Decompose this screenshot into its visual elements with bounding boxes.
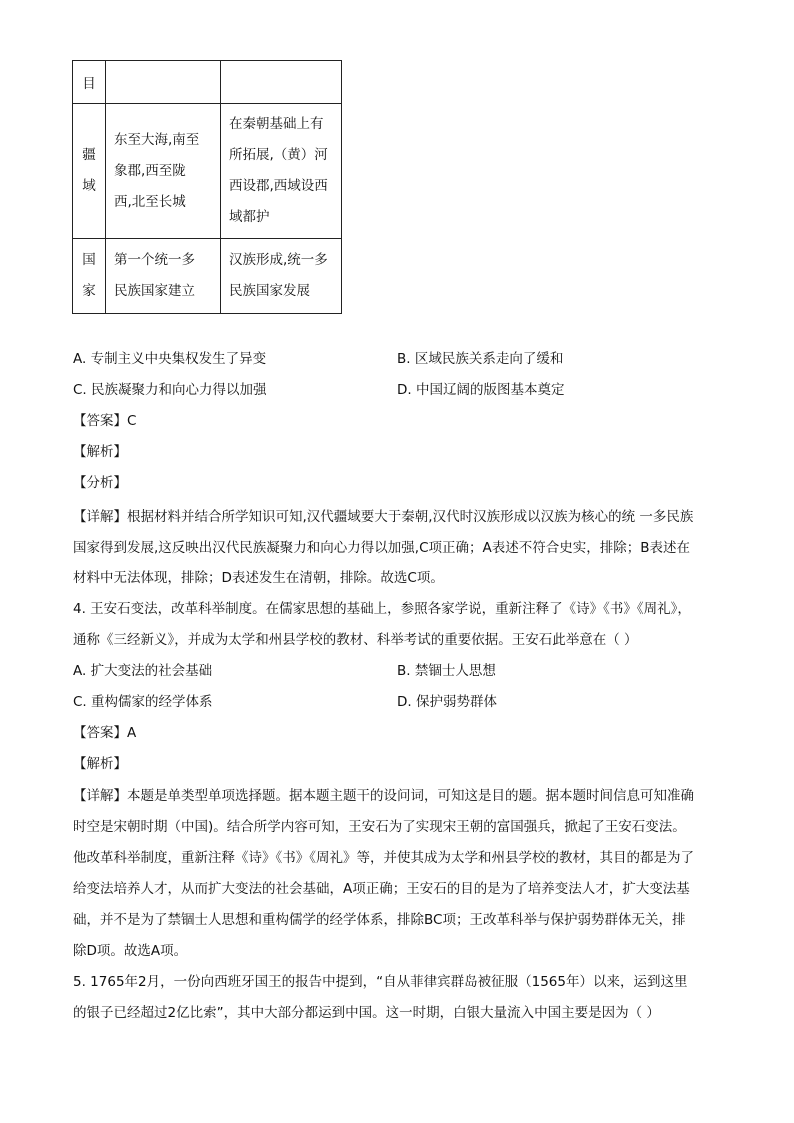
row-label-char: 域 <box>82 178 96 194</box>
q3-detail-line: 【详解】根据材料并结合所学知识可知,汉代疆域要大于秦朝,汉代时汉族形成以汉族为核心的统 一多民族 <box>73 509 694 525</box>
q4-detail-line: 他改革科举制度，重新注释《诗》《书》《周礼》等，并使其成为太学和州县学校的教材，其目的都是为了 <box>73 850 694 866</box>
cell-line: 所拓展,（黄）河 <box>229 147 328 163</box>
q5-stem-line: 的银子已经超过2亿比索”，其中大部分都运到中国。这一时期，白银大量流入中国主要是因为（ ） <box>73 1005 660 1021</box>
q3-option-a: A. 专制主义中央集权发生了异变 <box>73 351 267 367</box>
q4-stem-line: 4. 王安石变法，改革科举制度。在儒家思想的基础上，参照各家学说，重新注释了《诗》《书》《周礼》， <box>73 601 691 617</box>
row-label-char: 疆 <box>82 147 96 163</box>
row-label <box>73 239 106 314</box>
q4-analysis-tag: 【解析】 <box>73 756 127 772</box>
han-cell <box>221 239 342 314</box>
table-header-cell <box>221 61 342 104</box>
q4-detail-line: 础，并不是为了禁锢士人思想和重构儒学的经学体系，排除BC项；王改革科举与保护弱势群体无关，排 <box>73 912 686 928</box>
cell-line: 第一个统一多 <box>114 252 195 268</box>
table-row-state <box>73 239 342 314</box>
q4-detail-line: 时空是宋朝时期（中国)。结合所学内容可知，王安石为了实现宋王朝的富国强兵，掀起了王安石变法。 <box>73 819 686 835</box>
row-label <box>73 104 106 239</box>
cell-line: 域都护 <box>229 209 270 225</box>
q4-answer: 【答案】A <box>73 725 137 741</box>
q4-option-b: B. 禁锢士人思想 <box>397 663 496 679</box>
q4-detail-line: 除D项。故选A项。 <box>73 943 188 959</box>
table-header-cell: 目 <box>73 61 106 104</box>
q3-detail-line: 材料中无法体现，排除；D表述发生在清朝，排除。故选C项。 <box>73 570 444 586</box>
q4-stem-line: 通称《三经新义》，并成为太学和州县学校的教材、科举考试的重要依据。王安石此举意在（ ） <box>73 632 638 648</box>
qin-cell <box>106 239 221 314</box>
q3-option-c: C. 民族凝聚力和向心力得以加强 <box>73 382 267 398</box>
cell-line: 汉族形成,统一多 <box>229 252 328 268</box>
q4-option-c: C. 重构儒家的经学体系 <box>73 694 213 710</box>
cell-line: 民族国家发展 <box>229 283 310 299</box>
q4-option-d: D. 保护弱势群体 <box>397 694 497 710</box>
cell-line: 东至大海,南至 <box>114 131 200 148</box>
q3-answer: 【答案】C <box>73 413 137 429</box>
table-row-territory <box>73 104 342 239</box>
cell-line: 民族国家建立 <box>114 283 195 299</box>
han-cell <box>221 104 342 239</box>
q4-detail-line: 给变法培养人才，从而扩大变法的社会基础，A项正确；王安石的目的是为了培养变法人才，扩大变法基 <box>73 881 690 897</box>
q3-option-b: B. 区域民族关系走向了缓和 <box>397 351 564 367</box>
table-header-row <box>73 61 342 104</box>
q3-analysis-tag: 【解析】 <box>73 444 127 460</box>
q4-detail-line: 【详解】本题是单类型单项选择题。据本题主题干的设问词，可知这是目的题。据本题时间信息可知准确 <box>73 788 694 804</box>
q4-option-a: A. 扩大变法的社会基础 <box>73 663 213 679</box>
comparison-table <box>72 60 342 314</box>
table-header-cell <box>106 61 221 104</box>
cell-line: 象郡,西至陇 <box>114 162 186 179</box>
q3-fenxi-tag: 【分析】 <box>73 475 127 491</box>
cell-line: 在秦朝基础上有 <box>229 116 324 132</box>
q5-stem-line: 5. 1765年2月，一份向西班牙国王的报告中提到，“自从菲律宾群岛被征服（1565年）以来，运到这里 <box>73 974 688 990</box>
qin-cell <box>106 104 221 239</box>
q3-option-d: D. 中国辽阔的版图基本奠定 <box>397 382 565 398</box>
row-label-char: 国 <box>82 252 96 268</box>
cell-line: 西,北至长城 <box>114 193 186 210</box>
row-label-char: 家 <box>82 283 96 299</box>
q3-detail-line: 国家得到发展,这反映出汉代民族凝聚力和向心力得以加强,C项正确；A表述不符合史实，排除；B表述在 <box>73 540 691 556</box>
cell-line: 西设郡,西域设西 <box>229 178 328 194</box>
